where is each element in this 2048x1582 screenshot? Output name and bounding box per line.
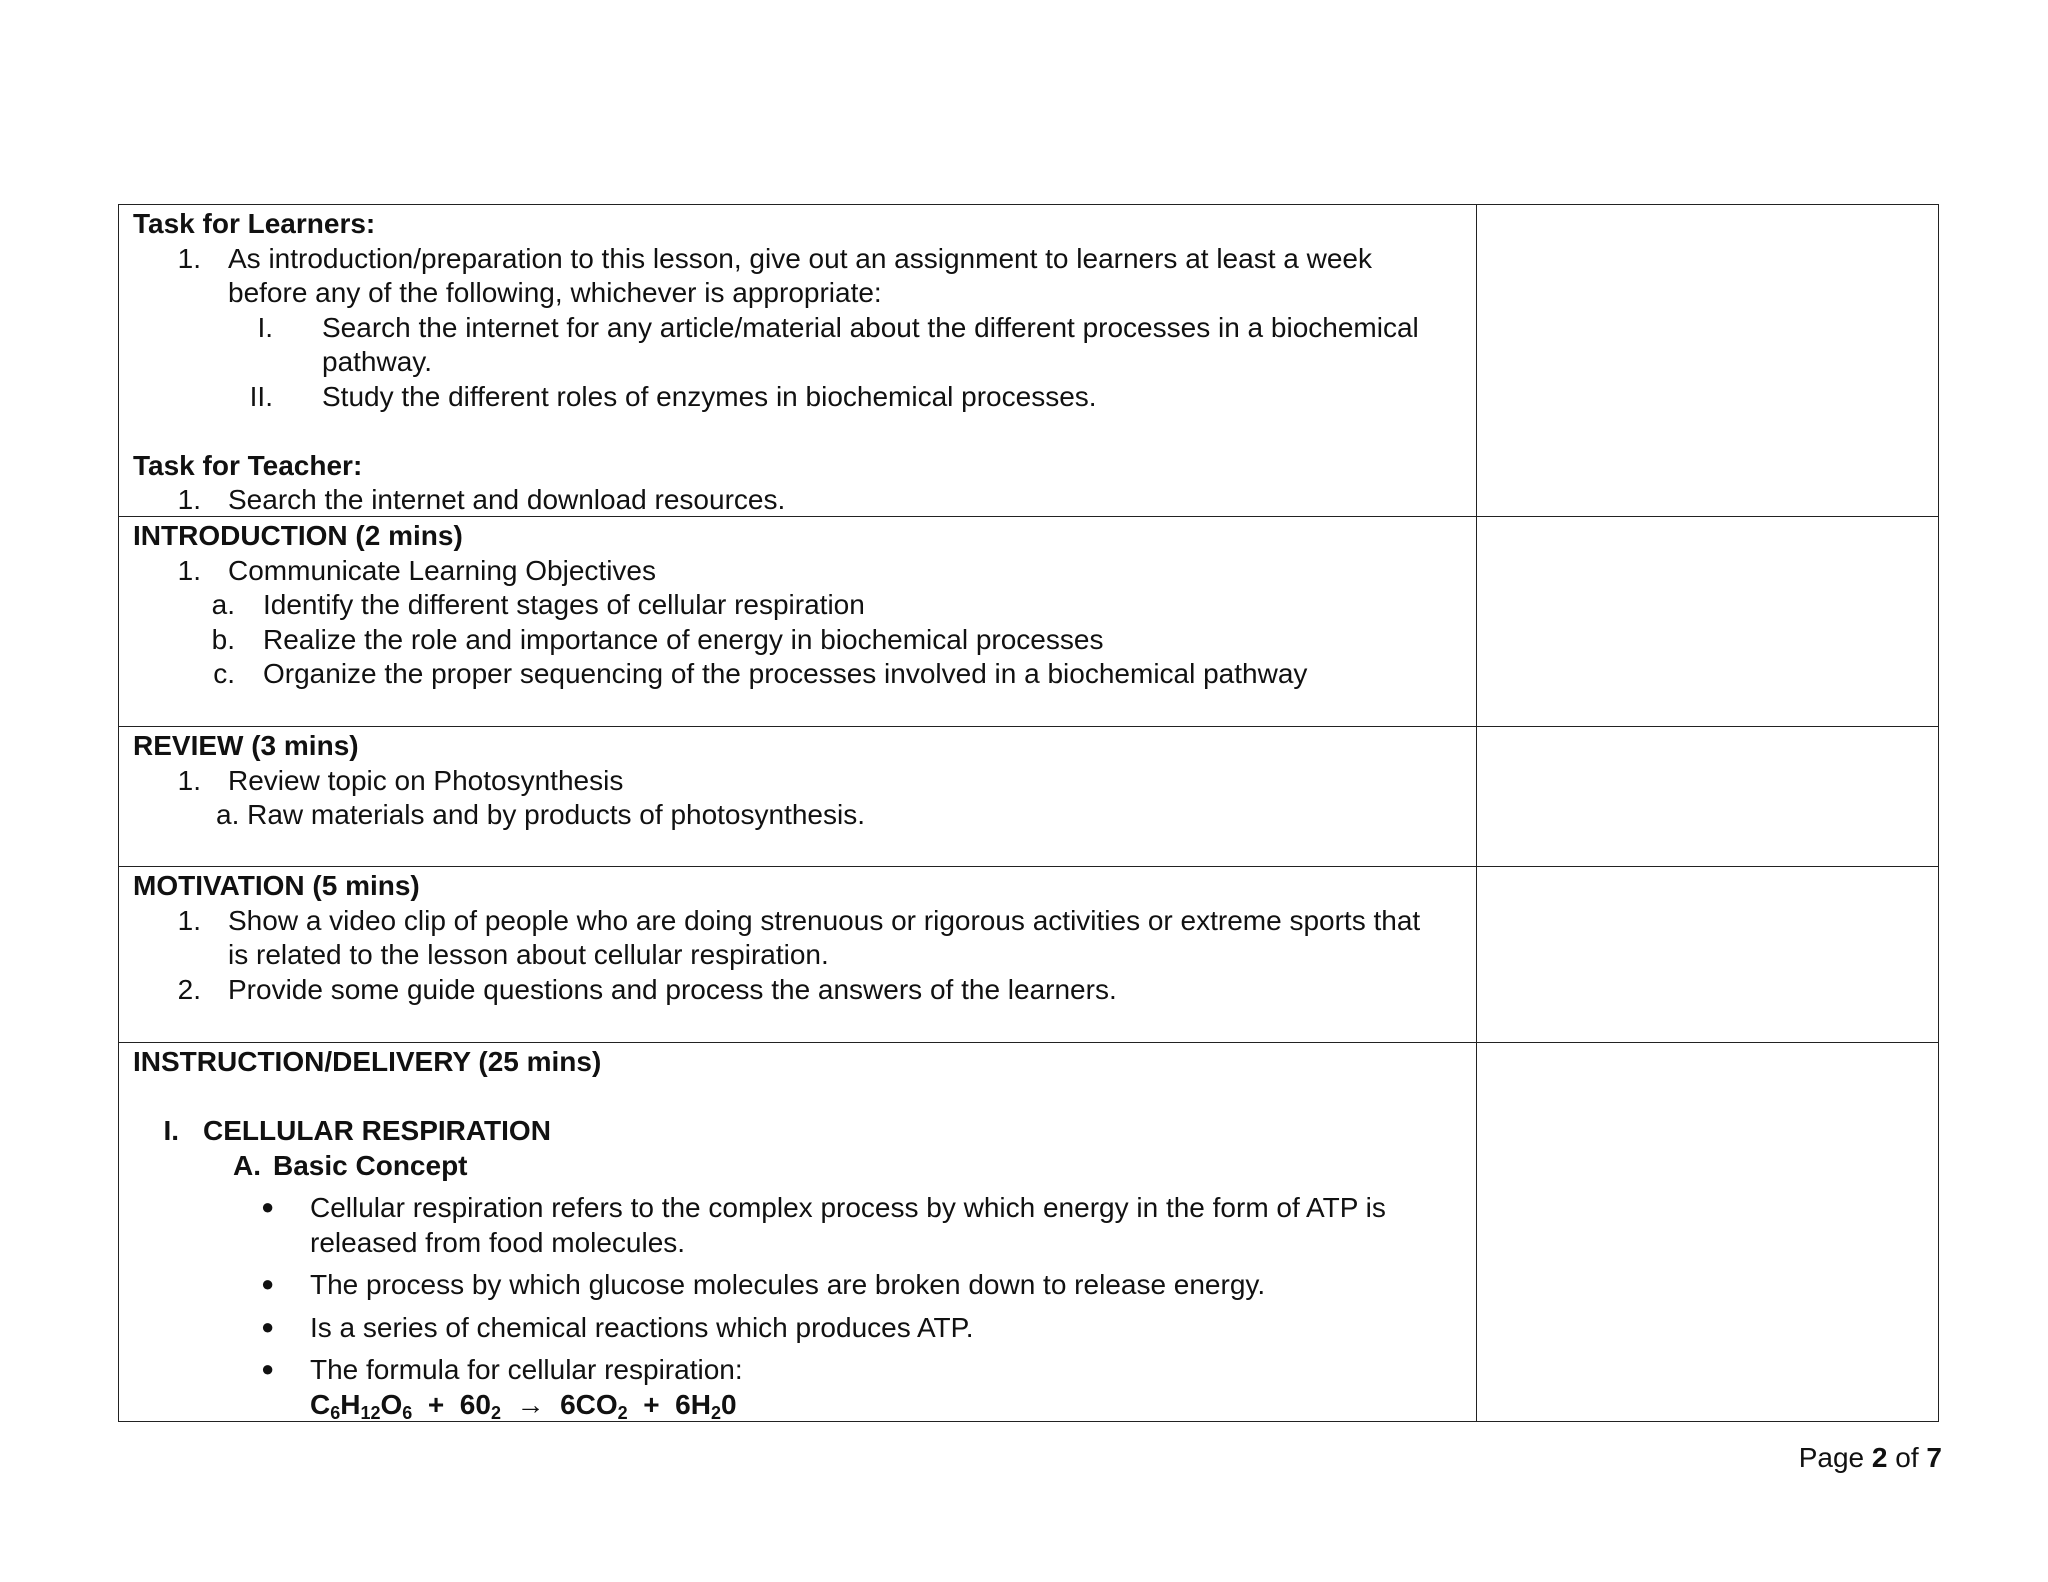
list-item-text: As introduction/preparation to this lesson, give out an assignment to learners at least a week: [228, 242, 1372, 274]
respiration-formula: [310, 1388, 1464, 1422]
objective-item: [133, 588, 1464, 623]
list-item-text: Search the internet for any article/material about the different processes in a biochemical: [322, 311, 1419, 343]
notes-cell: [1477, 517, 1939, 727]
formula-subscript: 6: [402, 1402, 413, 1421]
objective-text: Realize the role and importance of energy in biochemical processes: [263, 623, 1104, 655]
subsection-title: Basic Concept: [273, 1149, 468, 1181]
list-item: [133, 554, 1464, 589]
bullet-icon: ●: [261, 1356, 275, 1381]
formula-part: 6CO: [560, 1388, 618, 1420]
instruction-cell: [119, 1043, 1477, 1422]
review-heading: REVIEW (3 mins): [133, 730, 359, 761]
arrow-icon: →: [500, 1388, 561, 1420]
introduction-cell: [119, 517, 1477, 727]
list-number: 2.: [177, 973, 201, 1005]
list-number: 1.: [177, 904, 201, 936]
bullet-icon: ●: [261, 1271, 275, 1296]
motivation-cell: [119, 867, 1477, 1043]
preparation-cell: [119, 205, 1477, 517]
notes-cell: [1477, 867, 1939, 1043]
formula-part: 0: [720, 1388, 737, 1420]
list-item-text: Provide some guide questions and process the answers of the learners.: [228, 973, 1117, 1005]
introduction-heading: INTRODUCTION (2 mins): [133, 520, 463, 551]
list-item: [133, 973, 1464, 1008]
list-item-text: a. Raw materials and by products of photosynthesis.: [216, 799, 866, 830]
table-row: [119, 517, 1939, 727]
section-number: I.: [163, 1115, 179, 1146]
formula-part: + 60: [412, 1388, 491, 1420]
formula-part: H: [340, 1388, 361, 1420]
list-number: II.: [249, 380, 273, 412]
notes-cell: [1477, 1043, 1939, 1422]
list-item-text: Show a video clip of people who are doing strenuous or rigorous activities or extreme sports that: [228, 904, 1421, 936]
table-row: [119, 727, 1939, 867]
objective-letter: a.: [211, 589, 235, 620]
list-number: 1.: [177, 764, 201, 796]
list-item-text: Communicate Learning Objectives: [228, 554, 656, 586]
list-number: I.: [257, 311, 273, 343]
list-item: [133, 798, 1464, 833]
instruction-heading: INSTRUCTION/DELIVERY (25 mins): [133, 1046, 602, 1077]
table-row: [119, 1043, 1939, 1422]
bullet-item: [133, 1311, 1464, 1346]
list-item: [133, 764, 1464, 799]
list-item-text: Study the different roles of enzymes in biochemical processes.: [322, 380, 1097, 412]
objective-letter: c.: [213, 658, 235, 689]
bullet-item: [133, 1353, 1464, 1421]
review-cell: [119, 727, 1477, 867]
notes-cell: [1477, 727, 1939, 867]
list-item: [133, 311, 1464, 380]
page-footer: [1799, 1442, 1942, 1474]
bullet-text: The process by which glucose molecules are broken down to release energy.: [310, 1269, 1266, 1300]
bullet-item: [133, 1191, 1464, 1260]
objective-item: [133, 623, 1464, 658]
bullet-text: Is a series of chemical reactions which produces ATP.: [310, 1311, 974, 1343]
formula-subscript: 2: [490, 1402, 501, 1421]
formula-subscript: 12: [360, 1402, 381, 1421]
objective-letter: b.: [211, 623, 235, 655]
list-item: [133, 380, 1464, 415]
subsection-letter: A.: [233, 1149, 261, 1181]
section-title: CELLULAR RESPIRATION: [203, 1115, 551, 1146]
list-number: 1.: [177, 484, 201, 515]
page-of-label: of: [1895, 1442, 1919, 1473]
list-number: 1.: [177, 554, 201, 586]
formula-part: + 6H: [627, 1388, 711, 1420]
objective-text: Organize the proper sequencing of the processes involved in a biochemical pathway: [263, 658, 1308, 689]
bullet-text: Cellular respiration refers to the complex process by which energy in the form of ATP is: [310, 1192, 1386, 1223]
list-number: 1.: [177, 242, 201, 274]
objective-item: [133, 657, 1464, 692]
bullet-text: The formula for cellular respiration:: [310, 1354, 743, 1385]
total-pages: 7: [1926, 1442, 1942, 1473]
bullet-icon: ●: [261, 1313, 275, 1339]
notes-cell: [1477, 205, 1939, 517]
section-heading: [133, 1114, 1464, 1149]
table-row: [119, 205, 1939, 517]
list-item: [133, 483, 1464, 516]
list-item-text: before any of the following, whichever is appropriate:: [228, 277, 882, 308]
formula-subscript: 6: [330, 1402, 341, 1421]
motivation-heading: MOTIVATION (5 mins): [133, 870, 420, 901]
bullet-icon: ●: [261, 1194, 275, 1219]
list-item-text: Search the internet and download resources.: [228, 484, 786, 515]
bullet-text: released from food molecules.: [310, 1226, 686, 1258]
list-item: [133, 904, 1464, 973]
page-label: Page: [1798, 1442, 1865, 1473]
formula-part: O: [380, 1388, 403, 1420]
learners-task-heading: Task for Learners:: [133, 208, 376, 239]
lesson-plan-table: [118, 204, 1939, 1422]
page-number: 2: [1871, 1442, 1888, 1473]
formula-subscript: 2: [617, 1402, 628, 1421]
table-row: [119, 867, 1939, 1043]
formula-part: C: [310, 1388, 331, 1420]
list-item-text: Review topic on Photosynthesis: [228, 764, 624, 796]
teacher-task-heading: Task for Teacher:: [133, 449, 363, 481]
list-item-text: pathway.: [322, 346, 432, 377]
bullet-item: [133, 1268, 1464, 1303]
list-item: [133, 242, 1464, 311]
list-item-text: is related to the lesson about cellular respiration.: [228, 939, 829, 970]
formula-subscript: 2: [710, 1402, 721, 1421]
subsection-heading: [133, 1149, 1464, 1184]
objective-text: Identify the different stages of cellular respiration: [263, 589, 865, 620]
